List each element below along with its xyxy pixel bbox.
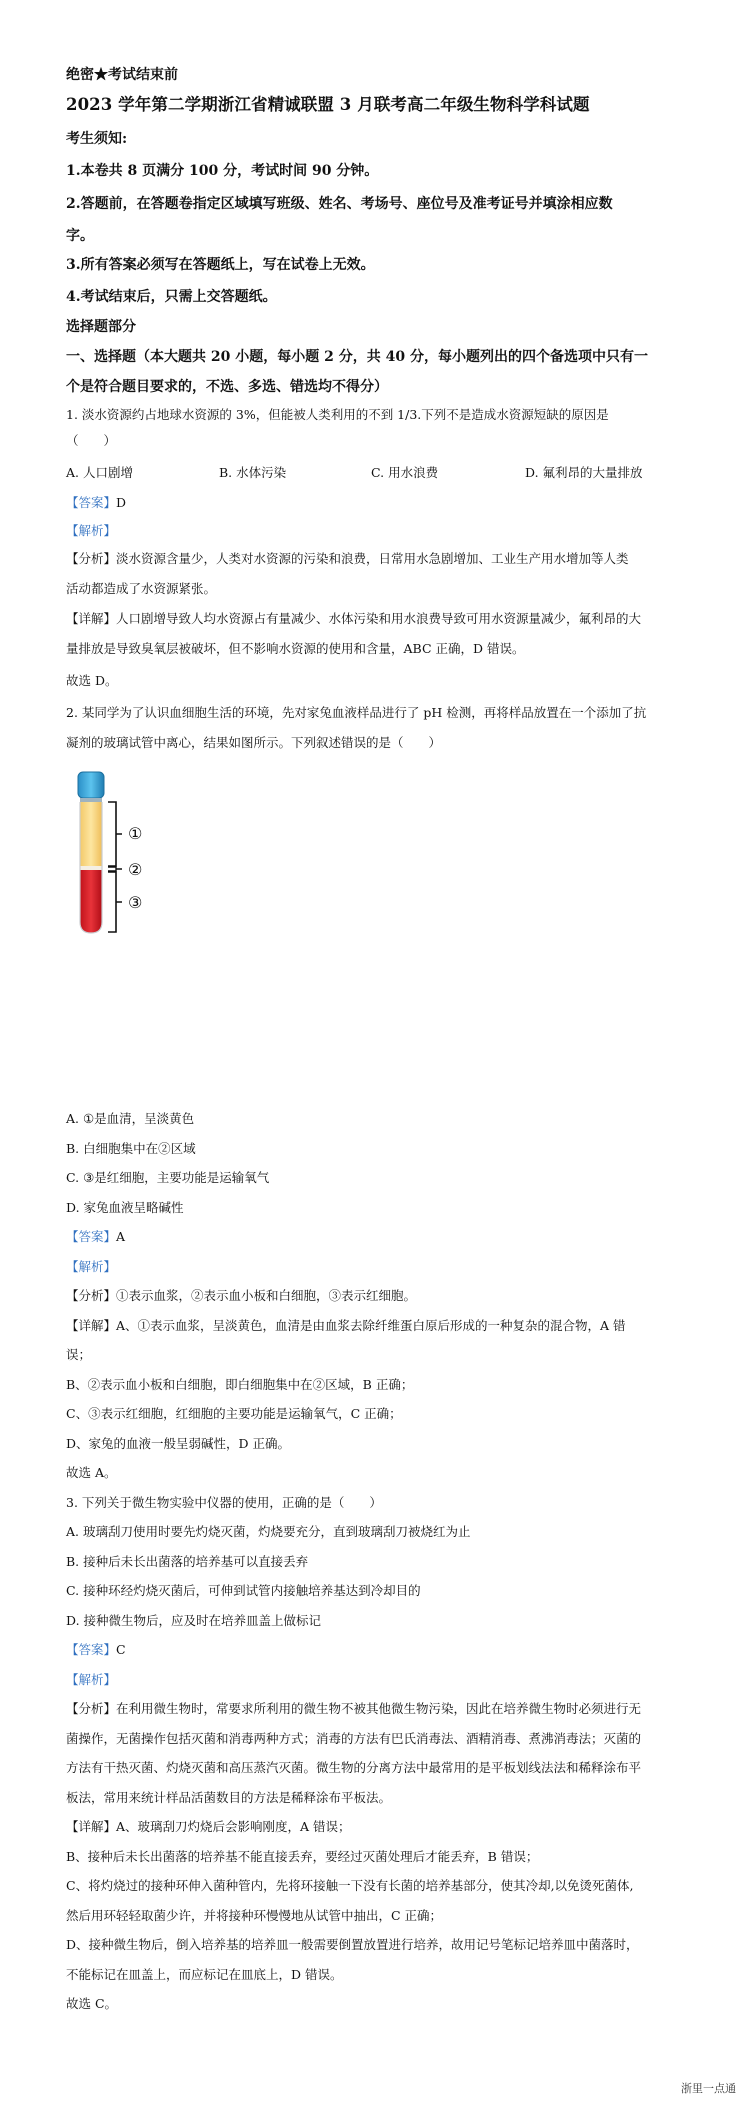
section-heading: 一、选择题（本大题共 20 小题，每小题 2 分，共 40 分，每小题列出的四个备选项中只有一 bbox=[66, 349, 648, 365]
q1-stem: （ ） bbox=[66, 433, 117, 448]
q3-xiangjie: 不能标记在皿盖上，而应标记在皿底上，D 错误。 bbox=[66, 1967, 343, 1982]
q2-xiangjie: C、③表示红细胞，红细胞的主要功能是运输氧气，C 正确； bbox=[66, 1406, 402, 1421]
exam-title: 2023 学年第二学期浙江省精诚联盟 3 月联考高二年级生物科学科试题 bbox=[66, 95, 590, 114]
q3-fenxi: 【分析】在利用微生物时，常要求所利用的微生物不被其他微生物污染，因此在培养微生物时必须进行无 bbox=[66, 1701, 642, 1716]
q3-answer bbox=[66, 1641, 678, 1659]
q2-xiangjie: 误； bbox=[66, 1347, 92, 1362]
answer-tag: 【答案】 bbox=[66, 495, 117, 510]
figure-label-3: ③ bbox=[128, 893, 143, 912]
q3-xiangjie: 【详解】A、玻璃刮刀灼烧后会影响刚度，A 错误； bbox=[66, 1819, 351, 1834]
tube-cap bbox=[78, 772, 104, 798]
q3-xiangjie: 然后用环轻轻取菌少许，并将接种环慢慢地从试管中抽出，C 正确； bbox=[66, 1908, 443, 1923]
q1-stem: 1. 淡水资源约占地球水资源的 3%，但能被人类利用的不到 1/3.下列不是造成水资源短缺的原因是 bbox=[66, 407, 609, 422]
q2-xiangjie: B、②表示血小板和白细胞，即白细胞集中在②区域，B 正确； bbox=[66, 1377, 414, 1392]
q1-option-d: D. 氟利昂的大量排放 bbox=[525, 465, 643, 480]
notice-item: 3.所有答案必须写在答题纸上，写在试卷上无效。 bbox=[66, 257, 375, 273]
answer-tag: 【答案】 bbox=[66, 1229, 117, 1244]
q1-xiangjie: 【详解】人口剧增导致人均水资源占有量减少、水体污染和用水浪费导致可用水资源量减少，氟利昂的大 bbox=[66, 611, 642, 626]
section-heading: 个是符合题目要求的，不选、多选、错选均不得分） bbox=[66, 379, 388, 395]
q1-analysis-tag: 【解析】 bbox=[66, 523, 117, 538]
q3-answer-value: C bbox=[116, 1642, 126, 1657]
q3-option-b: B. 接种后未长出菌落的培养基可以直接丢弃 bbox=[66, 1554, 309, 1569]
notice-item: 2.答题前，在答题卷指定区域填写班级、姓名、考场号、座位号及准考证号并填涂相应数 bbox=[66, 196, 613, 212]
q2-conclusion: 故选 A。 bbox=[66, 1465, 117, 1480]
q2-analysis-tag: 【解析】 bbox=[66, 1259, 117, 1274]
buffy-coat-layer bbox=[80, 866, 102, 870]
q3-fenxi: 菌操作，无菌操作包括灭菌和消毒两种方式；消毒的方法有巴氏消毒法、酒精消毒、煮沸消毒法；灭菌的 bbox=[66, 1731, 642, 1746]
q3-analysis-tag: 【解析】 bbox=[66, 1672, 117, 1687]
q3-fenxi: 方法有干热灭菌、灼烧灭菌和高压蒸汽灭菌。微生物的分离方法中最常用的是平板划线法法和稀释涂布平 bbox=[66, 1760, 642, 1775]
notice-item: 字。 bbox=[66, 228, 94, 244]
q2-fenxi: 【分析】①表示血浆，②表示血小板和白细胞，③表示红细胞。 bbox=[66, 1288, 417, 1303]
q2-xiangjie: 【详解】A、①表示血浆，呈淡黄色，血清是由血浆去除纤维蛋白原后形成的一种复杂的混合物，A 错 bbox=[66, 1318, 626, 1333]
tube-neck bbox=[80, 798, 102, 802]
q2-option-c: C. ③是红细胞，主要功能是运输氧气 bbox=[66, 1170, 270, 1185]
q1-fenxi: 活动都造成了水资源紧张。 bbox=[66, 581, 217, 596]
figure-label-1: ① bbox=[128, 824, 143, 843]
bracket-1 bbox=[108, 802, 122, 866]
q2-option-d: D. 家兔血液呈略碱性 bbox=[66, 1200, 184, 1215]
q3-option-c: C. 接种环经灼烧灭菌后，可伸到试管内接触培养基达到冷却目的 bbox=[66, 1583, 421, 1598]
q1-option-a: A. 人口剧增 bbox=[66, 465, 133, 480]
q2-stem: 2. 某同学为了认识血细胞生活的环境，先对家兔血液样品进行了 pH 检测，再将样品放置在一个添加了抗 bbox=[66, 705, 647, 720]
notice-item: 1.本卷共 8 页满分 100 分，考试时间 90 分钟。 bbox=[66, 163, 379, 179]
plasma-layer bbox=[80, 802, 102, 866]
q2-stem: 凝剂的玻璃试管中离心，结果如图所示。下列叙述错误的是（ ） bbox=[66, 735, 442, 750]
q3-fenxi: 板法，常用来统计样品活菌数目的方法是稀释涂布平板法。 bbox=[66, 1790, 392, 1805]
q1-option-b: B. 水体污染 bbox=[219, 465, 287, 480]
q3-xiangjie: D、接种微生物后，倒入培养基的培养皿一般需要倒置放置进行培养，故用记号笔标记培养皿中菌落时， bbox=[66, 1937, 639, 1952]
q3-option-d: D. 接种微生物后，应及时在培养皿盖上做标记 bbox=[66, 1613, 322, 1628]
q3-conclusion: 故选 C。 bbox=[66, 1996, 118, 2011]
figure-label-2: ② bbox=[128, 860, 143, 879]
q3-xiangjie: B、接种后未长出菌落的培养基不能直接丢弃，要经过灭菌处理后才能丢弃，B 错误； bbox=[66, 1849, 539, 1864]
q2-option-a: A. ①是血清，呈淡黄色 bbox=[66, 1111, 195, 1126]
q2-answer bbox=[66, 1228, 678, 1246]
section-part: 选择题部分 bbox=[66, 319, 136, 335]
red-cell-layer bbox=[80, 870, 102, 933]
notice-item: 4.考试结束后，只需上交答题纸。 bbox=[66, 289, 277, 305]
q1-option-c: C. 用水浪费 bbox=[371, 465, 439, 480]
q2-xiangjie: D、家兔的血液一般呈弱碱性，D 正确。 bbox=[66, 1436, 291, 1451]
notice-title: 考生须知: bbox=[66, 131, 128, 147]
centrifuge-tube-figure bbox=[62, 770, 182, 950]
q3-xiangjie: C、将灼烧过的接种环伸入菌种管内，先将环接触一下没有长菌的培养基部分，使其冷却,以免烫死菌体, bbox=[66, 1878, 634, 1893]
q1-xiangjie: 量排放是导致臭氧层被破坏，但不影响水资源的使用和含量，ABC 正确，D 错误。 bbox=[66, 641, 525, 656]
q1-answer bbox=[66, 494, 678, 512]
bracket-2 bbox=[108, 867, 122, 871]
centrifuge-tube-drawing bbox=[62, 770, 182, 950]
q1-fenxi: 【分析】淡水资源含量少，人类对水资源的污染和浪费，日常用水急剧增加、工业生产用水增加等人类 bbox=[66, 551, 629, 566]
answer-tag: 【答案】 bbox=[66, 1642, 117, 1657]
q2-answer-value: A bbox=[116, 1229, 126, 1244]
bracket-3 bbox=[108, 872, 122, 932]
q2-option-b: B. 白细胞集中在②区域 bbox=[66, 1141, 196, 1156]
q3-option-a: A. 玻璃刮刀使用时要先灼烧灭菌，灼烧要充分，直到玻璃刮刀被烧红为止 bbox=[66, 1524, 471, 1539]
q3-stem: 3. 下列关于微生物实验中仪器的使用，正确的是（ ） bbox=[66, 1495, 382, 1510]
footer-watermark: 浙里一点通 bbox=[681, 2082, 736, 2095]
secret-label: 绝密★考试结束前 bbox=[66, 67, 178, 83]
q1-answer-value: D bbox=[116, 495, 127, 510]
q1-conclusion: 故选 D。 bbox=[66, 673, 118, 688]
